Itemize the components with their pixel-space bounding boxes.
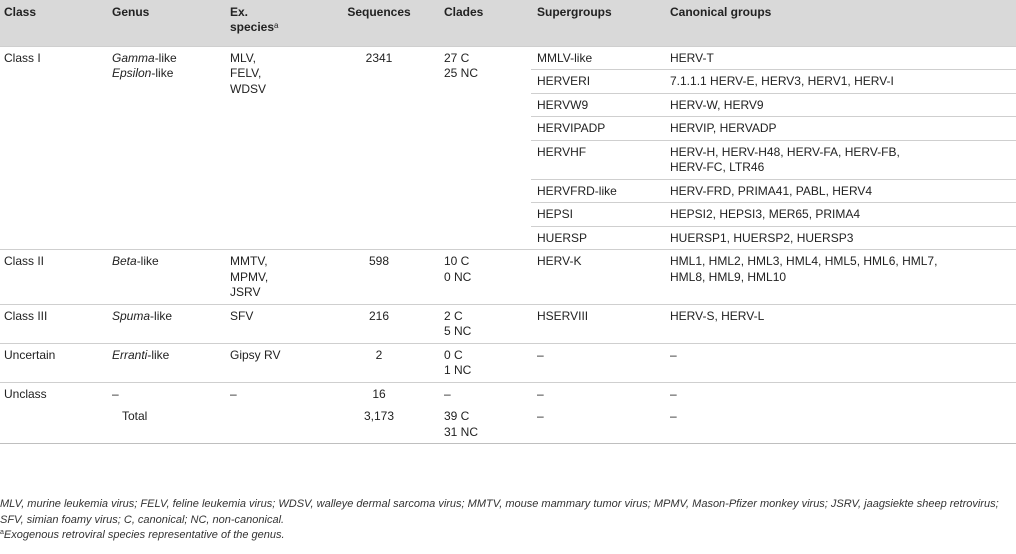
cell-genus bbox=[106, 46, 224, 250]
genus-suffix: -like bbox=[154, 50, 177, 65]
cell-canonical: – bbox=[664, 382, 1016, 405]
cell-supergroup: HUERSP bbox=[531, 226, 664, 250]
header-supergroups: Supergroups bbox=[531, 0, 664, 46]
footnote-abbreviations: MLV, murine leukemia virus; FELV, feline leukemia virus; WDSV, walleye dermal sarcoma virus; MMTV, mouse mammary tumor virus; MPMV, Mason-Pfizer monkey virus; JSRV, jaagsiekte sheep retrovirus; SFV, simian foamy virus; C, canonical; NC, non-canonical. bbox=[0, 498, 999, 526]
cell-canonical: HERV-FRD, PRIMA41, PABL, HERV4 bbox=[664, 179, 1016, 203]
cell-ex-species: SFV bbox=[224, 304, 320, 343]
cell-ex-empty bbox=[224, 405, 320, 444]
cell-supergroup: HERVFRD-like bbox=[531, 179, 664, 203]
cell-genus bbox=[106, 343, 224, 382]
header-ex-line1: Ex. bbox=[230, 5, 249, 19]
cell-class: Class I bbox=[0, 46, 106, 250]
cell-supergroup: MMLV-like bbox=[531, 46, 664, 70]
table-row bbox=[0, 250, 1016, 305]
header-ex-sup: a bbox=[274, 21, 279, 30]
cell-class: Class II bbox=[0, 250, 106, 305]
header-ex-line2: species bbox=[230, 20, 275, 34]
cell-supergroup: HEPSI bbox=[531, 203, 664, 227]
footnote-a-marker: a bbox=[0, 529, 4, 536]
genus-italic: Gamma bbox=[112, 50, 155, 65]
cell-canonical: 7.1.1.1 HERV-E, HERV3, HERV1, HERV-I bbox=[664, 70, 1016, 94]
cell-class: Uncertain bbox=[0, 343, 106, 382]
cell-sequences: 598 bbox=[320, 250, 438, 305]
genus-suffix: -like bbox=[151, 66, 174, 80]
genus-italic: Beta bbox=[112, 254, 137, 268]
footnote-a-text: Exogenous retroviral species representative of the genus. bbox=[3, 529, 285, 541]
cell-canonical: HML1, HML2, HML3, HML4, HML5, HML6, HML7, HML8, HML9, HML10 bbox=[664, 250, 1016, 305]
cell-supergroup: HSERVIII bbox=[531, 304, 664, 343]
cell-supergroup: HERVERI bbox=[531, 70, 664, 94]
genus-suffix: -like bbox=[150, 308, 173, 323]
cell-canonical: HERVIP, HERVADP bbox=[664, 117, 1016, 141]
cell-clades: 0 C 1 NC bbox=[438, 343, 531, 382]
table-row bbox=[0, 343, 1016, 382]
cell-supergroup: HERVW9 bbox=[531, 93, 664, 117]
table-footnotes bbox=[0, 497, 1016, 544]
cell-ex-species: Gipsy RV bbox=[224, 343, 320, 382]
cell-clades: – bbox=[438, 382, 531, 405]
cell-class: Class III bbox=[0, 304, 106, 343]
cell-supergroup: – bbox=[531, 382, 664, 405]
genus-suffix: -like bbox=[136, 254, 159, 268]
cell-sequences: 2 bbox=[320, 343, 438, 382]
cell-clades: 27 C 25 NC bbox=[438, 46, 531, 250]
cell-ex-species: – bbox=[224, 382, 320, 405]
cell-sequences: 2341 bbox=[320, 46, 438, 250]
cell-genus bbox=[106, 250, 224, 305]
cell-supergroup: HERVHF bbox=[531, 140, 664, 179]
header-ex-species bbox=[224, 0, 320, 46]
cell-clades: 2 C 5 NC bbox=[438, 304, 531, 343]
table-row bbox=[0, 46, 1016, 70]
cell-ex-species: MLV, FELV, WDSV bbox=[224, 46, 320, 250]
cell-canonical: HERV-S, HERV-L bbox=[664, 304, 1016, 343]
cell-clades: 10 C 0 NC bbox=[438, 250, 531, 305]
cell-supergroup: – bbox=[531, 405, 664, 444]
cell-supergroup: HERV-K bbox=[531, 250, 664, 305]
cell-sequences: 216 bbox=[320, 304, 438, 343]
cell-class-empty bbox=[0, 405, 106, 444]
header-class: Class bbox=[0, 0, 106, 46]
cell-class: Unclass bbox=[0, 382, 106, 405]
cell-canonical: – bbox=[664, 343, 1016, 382]
cell-clades: 39 C 31 NC bbox=[438, 405, 531, 444]
genus-italic: Epsilon bbox=[112, 66, 152, 80]
genus-suffix: -like bbox=[147, 347, 170, 362]
cell-canonical: HERV-T bbox=[664, 46, 1016, 70]
cell-canonical: – bbox=[664, 405, 1016, 444]
cell-supergroup: HERVIPADP bbox=[531, 117, 664, 141]
table-header bbox=[0, 0, 1016, 46]
cell-sequences: 16 bbox=[320, 382, 438, 405]
cell-genus bbox=[106, 304, 224, 343]
header-canonical: Canonical groups bbox=[664, 0, 1016, 46]
genus-italic: Erranti bbox=[112, 347, 148, 362]
footnote-a bbox=[0, 528, 1016, 544]
header-genus: Genus bbox=[106, 0, 224, 46]
cell-total-label: Total bbox=[106, 405, 224, 444]
cell-canonical: HERV-H, HERV-H48, HERV-FA, HERV-FB, HERV-FC, LTR46 bbox=[664, 140, 1016, 179]
table-row-total bbox=[0, 405, 1016, 444]
genus-italic: Spuma bbox=[112, 308, 151, 323]
table-row bbox=[0, 304, 1016, 343]
table-body bbox=[0, 46, 1016, 444]
cell-canonical: HERV-W, HERV9 bbox=[664, 93, 1016, 117]
cell-canonical: HUERSP1, HUERSP2, HUERSP3 bbox=[664, 226, 1016, 250]
cell-supergroup: – bbox=[531, 343, 664, 382]
cell-genus: – bbox=[106, 382, 224, 405]
table-row bbox=[0, 382, 1016, 405]
cell-sequences: 3,173 bbox=[320, 405, 438, 444]
cell-ex-species: MMTV, MPMV, JSRV bbox=[224, 250, 320, 305]
cell-canonical: HEPSI2, HEPSI3, MER65, PRIMA4 bbox=[664, 203, 1016, 227]
header-sequences: Sequences bbox=[320, 0, 438, 46]
header-clades: Clades bbox=[438, 0, 531, 46]
